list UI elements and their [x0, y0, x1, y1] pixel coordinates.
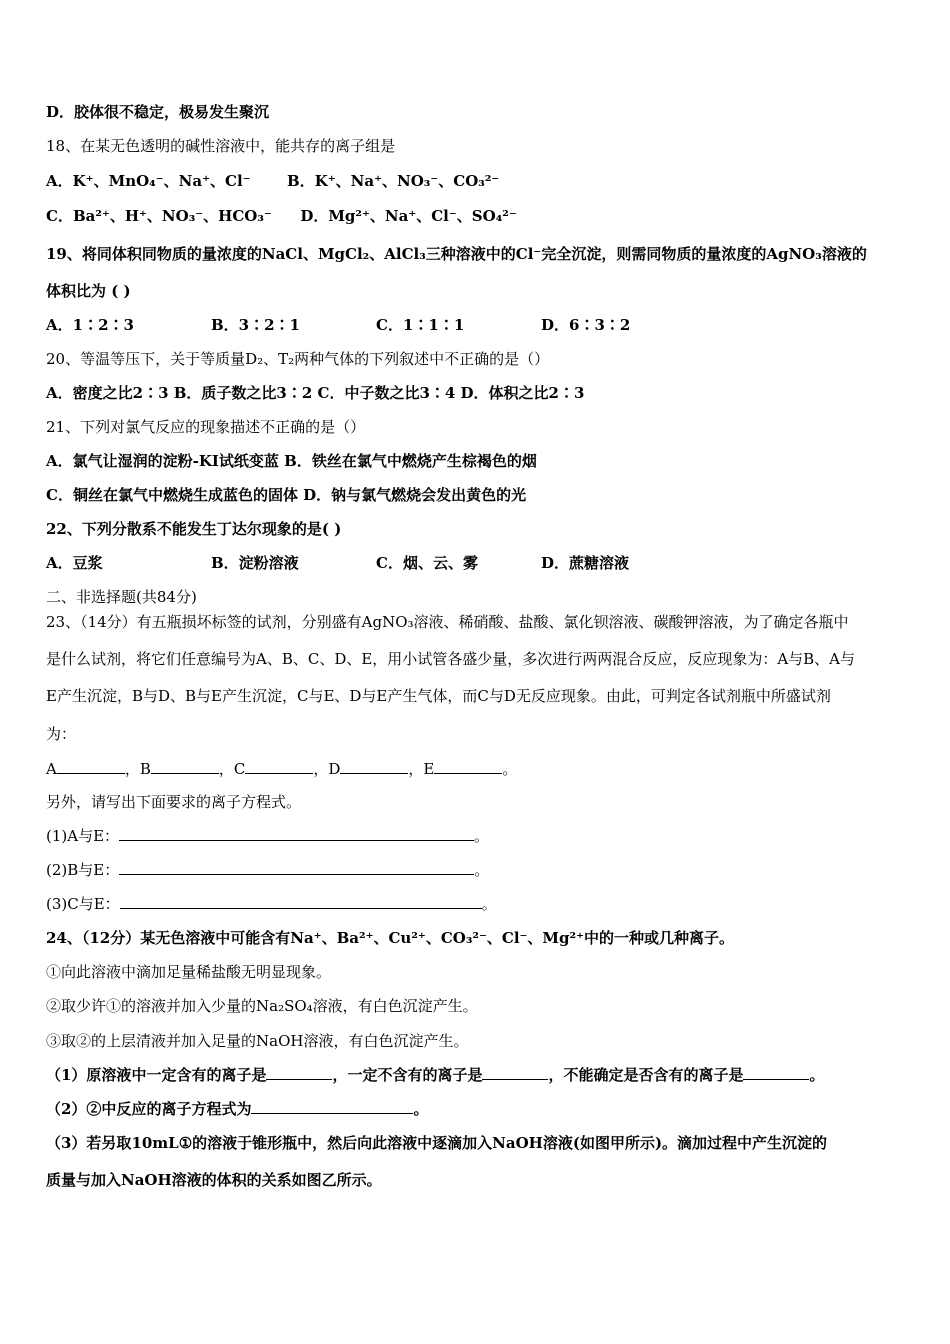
q22-option-d: D．蔗糖溶液 — [541, 554, 630, 572]
q23-part3 — [46, 894, 906, 914]
q23-line4: 为： — [46, 725, 77, 743]
q19-option-b: B．3∶2∶1 — [211, 316, 300, 334]
q23-part3-blank[interactable] — [120, 894, 482, 909]
q24-step1: ①向此溶液中滴加足量稀盐酸无明显现象。 — [46, 963, 332, 981]
q23-part1-label: (1)A与E： — [46, 827, 120, 845]
q23-blank-d[interactable] — [340, 759, 408, 774]
q19-option-a: A．1∶2∶3 — [46, 316, 134, 334]
q22-stem: 22、下列分散系不能发生丁达尔现象的是( ) — [46, 520, 342, 538]
q24-q2-text: （2）②中反应的离子方程式为 — [46, 1100, 252, 1118]
q23-label-a: A — [46, 760, 57, 778]
q22-options — [46, 553, 906, 573]
q23-part1 — [46, 826, 906, 846]
q18-option-c: C．Ba²⁺、H⁺、NO₃⁻、HCO₃⁻ — [46, 207, 272, 225]
q24-step3: ③取②的上层清液并加入足量的NaOH溶液，有白色沉淀产生。 — [46, 1032, 469, 1050]
q18-option-b: B．K⁺、Na⁺、NO₃⁻、CO₃²⁻ — [287, 172, 500, 190]
q23-part2-label: (2)B与E： — [46, 861, 120, 879]
q24-q1-blank-1[interactable] — [266, 1065, 332, 1080]
q20-options: A．密度之比2∶3 B．质子数之比3∶2 C．中子数之比3∶4 D．体积之比2∶3 — [46, 384, 585, 402]
q21-options-cd: C．铜丝在氯气中燃烧生成蓝色的固体 D．钠与氯气燃烧会发出黄色的光 — [46, 486, 527, 504]
section-heading: 二、非选择题(共84分) — [46, 588, 197, 606]
q24-q1-text-b: ，一定不含有的离子是 — [332, 1066, 483, 1084]
q24-q1-blank-2[interactable] — [482, 1065, 548, 1080]
q23-line1: 23、（14分）有五瓶损坏标签的试剂，分别盛有AgNO₃溶液、稀硝酸、盐酸、氯化钡溶液、碳酸钾溶液，为了确定各瓶中 — [46, 613, 849, 631]
q23-end: 。 — [502, 760, 518, 778]
q23-label-b: ，B — [124, 760, 151, 778]
q19-stem-line2: 体积比为 ( ) — [46, 282, 131, 300]
q19-option-d: D．6∶3∶2 — [541, 316, 631, 334]
q24-q3-line1: （3）若另取10mL①的溶液于锥形瓶中，然后向此溶液中逐滴加入NaOH溶液(如图甲所示)。滴加过程中产生沉淀的 — [46, 1134, 828, 1152]
q24-step2: ②取少许①的溶液并加入少量的Na₂SO₄溶液，有白色沉淀产生。 — [46, 997, 478, 1015]
q23-blank-a[interactable] — [57, 759, 125, 774]
q18-stem: 18、在某无色透明的碱性溶液中，能共存的离子组是 — [46, 137, 396, 155]
q18-options-cd — [46, 206, 906, 226]
q17-option-d: D．胶体很不稳定，极易发生聚沉 — [46, 103, 270, 121]
q21-options-ab: A．氯气让湿润的淀粉-KI试纸变蓝 B．铁丝在氯气中燃烧产生棕褐色的烟 — [46, 452, 537, 470]
q23-label-e: ，E — [408, 760, 435, 778]
q23-also: 另外，请写出下面要求的离子方程式。 — [46, 793, 302, 811]
q24-q1-text-c: ，不能确定是否含有的离子是 — [548, 1066, 744, 1084]
q23-part1-end: 。 — [474, 827, 490, 845]
q23-blank-b[interactable] — [151, 759, 219, 774]
q24-q1-text-a: （1）原溶液中一定含有的离子是 — [46, 1066, 267, 1084]
q22-option-b: B．淀粉溶液 — [211, 554, 299, 572]
q24-q3-line2: 质量与加入NaOH溶液的体积的关系如图乙所示。 — [46, 1171, 382, 1189]
q24-q2-blank[interactable] — [251, 1099, 413, 1114]
q23-part3-label: (3)C与E： — [46, 895, 120, 913]
q20-stem: 20、等温等压下，关于等质量D₂、T₂两种气体的下列叙述中不正确的是（） — [46, 350, 550, 368]
q23-line3: E产生沉淀，B与D、B与E产生沉淀，C与E、D与E产生气体，而C与D无反应现象。由此，可判定各试剂瓶中所盛试剂 — [46, 687, 831, 705]
q23-label-d: ，D — [313, 760, 341, 778]
q23-part3-end: 。 — [481, 895, 497, 913]
q24-stem: 24、（12分）某无色溶液中可能含有Na⁺、Ba²⁺、Cu²⁺、CO₃²⁻、Cl⁻、Mg²⁺中的一种或几种离子。 — [46, 929, 735, 947]
q23-blanks — [46, 759, 906, 779]
q23-part2-end: 。 — [474, 861, 490, 879]
q19-stem-line1: 19、将同体积同物质的量浓度的NaCl、MgCl₂、AlCl₃三种溶液中的Cl⁻完全沉淀，则需同物质的量浓度的AgNO₃溶液的 — [46, 245, 867, 263]
q23-part2 — [46, 860, 906, 880]
q22-option-c: C．烟、云、雾 — [376, 554, 478, 572]
q24-q1-end: 。 — [809, 1066, 825, 1084]
q24-q1 — [46, 1065, 906, 1085]
q18-options-ab — [46, 171, 906, 191]
q24-q1-blank-3[interactable] — [743, 1065, 809, 1080]
q24-q2-end: 。 — [413, 1100, 429, 1118]
q21-stem: 21、下列对氯气反应的现象描述不正确的是（） — [46, 418, 366, 436]
q23-label-c: ，C — [218, 760, 246, 778]
q18-option-d: D．Mg²⁺、Na⁺、Cl⁻、SO₄²⁻ — [300, 207, 517, 225]
q23-part1-blank[interactable] — [119, 826, 474, 841]
q24-q2 — [46, 1099, 906, 1119]
q18-option-a: A．K⁺、MnO₄⁻、Na⁺、Cl⁻ — [46, 172, 251, 190]
q19-option-c: C．1∶1∶1 — [376, 316, 465, 334]
q23-blank-c[interactable] — [245, 759, 313, 774]
q23-blank-e[interactable] — [434, 759, 502, 774]
q23-part2-blank[interactable] — [119, 860, 474, 875]
q19-options — [46, 315, 906, 335]
q22-option-a: A．豆浆 — [46, 554, 103, 572]
q23-line2: 是什么试剂，将它们任意编号为A、B、C、D、E，用小试管各盛少量，多次进行两两混合反应，反应现象为：A与B、A与 — [46, 650, 856, 668]
